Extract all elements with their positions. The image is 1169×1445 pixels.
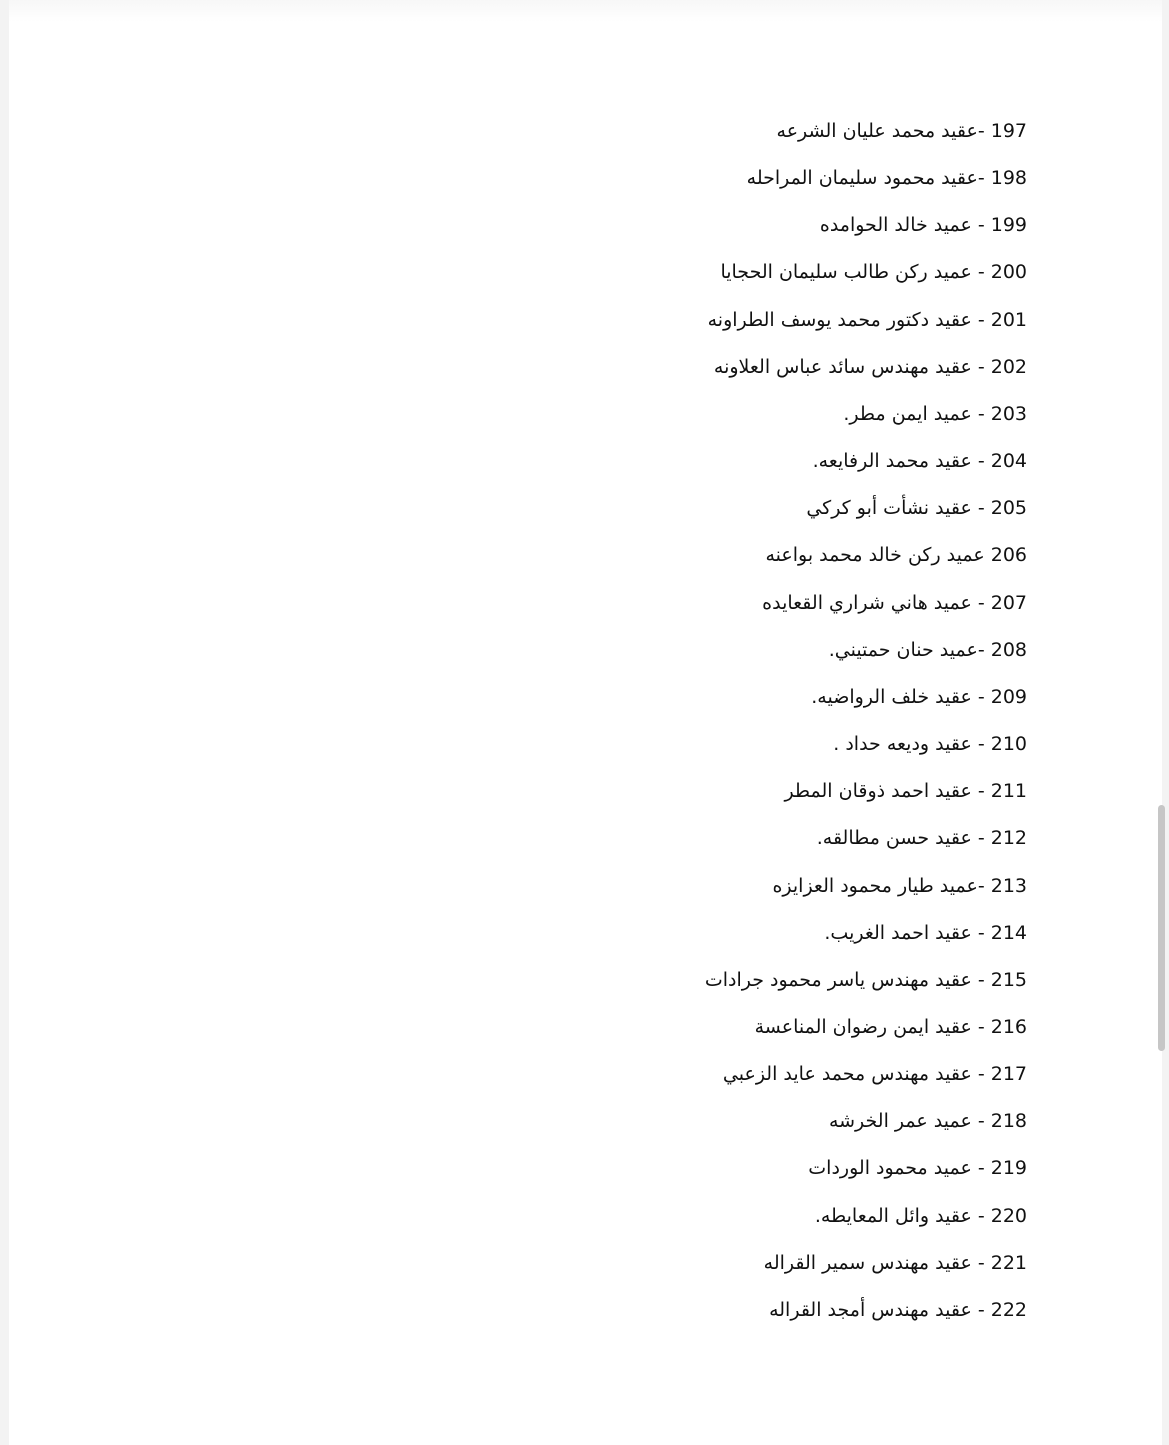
list-item: 204 - عقيد محمد الرفايعه. <box>812 450 1027 473</box>
list-item: 217 - عقيد مهندس محمد عايد الزعبي <box>722 1063 1027 1086</box>
list-item: 210 - عقيد وديعه حداد . <box>833 733 1027 756</box>
list-item: 199 - عميد خالد الحوامده <box>819 214 1027 237</box>
list-item: 209 - عقيد خلف الرواضيه. <box>811 685 1027 708</box>
list-item: 202 - عقيد مهندس سائد عباس العلاونه <box>713 355 1027 378</box>
list-item: 220 - عقيد وائل المعايطه. <box>814 1204 1027 1227</box>
list-item: 206 عميد ركن خالد محمد بواعنه <box>765 544 1027 567</box>
list-item: 222 - عقيد مهندس أمجد القراله <box>769 1298 1027 1321</box>
list-item: 201 - عقيد دكتور محمد يوسف الطراونه <box>707 308 1027 331</box>
list-item: 218 - عميد عمر الخرشه <box>828 1110 1027 1133</box>
scrollbar-thumb[interactable] <box>1158 805 1165 1051</box>
list-item: 212 - عقيد حسن مطالقه. <box>816 827 1027 850</box>
names-list <box>705 108 1027 1334</box>
list-item: 215 - عقيد مهندس ياسر محمود جرادات <box>704 968 1027 991</box>
list-item: 200 - عميد ركن طالب سليمان الحجايا <box>720 261 1027 284</box>
list-item: 211 - عقيد احمد ذوقان المطر <box>784 780 1027 803</box>
list-item: 203 - عميد ايمن مطر. <box>843 402 1027 425</box>
list-item: 208 -عميد حنان حمتيني. <box>828 638 1027 661</box>
list-item: 216 - عقيد ايمن رضوان المناعسة <box>754 1015 1027 1038</box>
list-item: 197 -عقيد محمد عليان الشرعه <box>776 120 1027 142</box>
list-item: 213 -عميد طيار محمود العزايزه <box>772 874 1027 897</box>
list-item: 207 - عميد هاني شراري القعايده <box>762 591 1027 614</box>
list-item: 214 - عقيد احمد الغريب. <box>824 921 1027 944</box>
list-item: 205 - عقيد نشأت أبو كركي <box>806 497 1027 520</box>
list-item: 198 -عقيد محمود سليمان المراحله <box>746 167 1027 190</box>
vertical-scrollbar[interactable] <box>1155 0 1169 1445</box>
page-top-edge <box>9 0 1162 22</box>
list-item: 219 - عميد محمود الوردات <box>808 1157 1027 1180</box>
list-item: 221 - عقيد مهندس سمير القراله <box>763 1251 1027 1274</box>
